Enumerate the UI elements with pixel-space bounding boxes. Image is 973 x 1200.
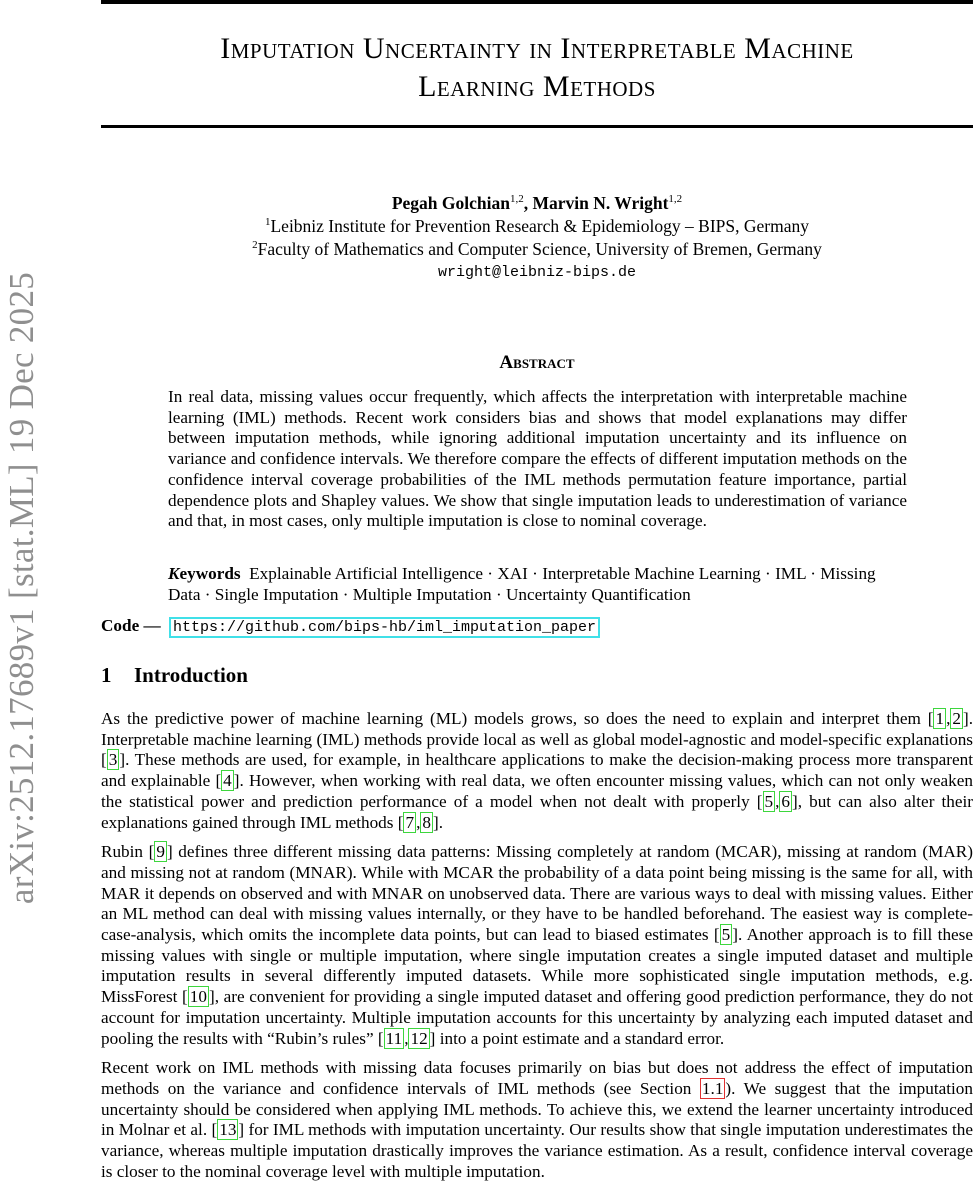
text-run: As the predictive power of machine learning (ML) models grows, so does the need to explain and interpret them <box>101 709 928 728</box>
citation-link[interactable]: 1 <box>935 709 945 728</box>
author-name: Pegah Golchian <box>391 193 510 213</box>
text-run: Recent work on IML methods with missing data focuses primarily on bias but does not address the effect of imputation methods on the variance and confidence intervals of IML methods (see Section <box>101 1058 973 1098</box>
text-run: , are convenient for providing a single imputed dataset and offering good prediction performance, they do not account for imputation uncertainty. Multiple imputation accounts for this uncertainty by analyzing each imputed dataset and pooling the results with “Rubin’s rules” <box>101 987 973 1048</box>
author-names <box>101 192 973 215</box>
text-run: Rubin <box>101 842 149 862</box>
paragraph: Rubin [ 9 ] defines three different missing data patterns: Missing completely at random (MCAR), missing at random (MAR) and missing not at random (MNAR). While with MCAR the probability of a data point being missing is the same for all, with MAR it depends on observed and with MNAR on unobserved data. There are various ways to deal with missing values. Either an ML method can deal with missing values internally, or they have to be handled beforehand. The easiest way is complete-case-analysis, which omits the incomplete data points, but can lead to biased estimates [ 5 ]. Another approach is to fill these missing values with single or multiple imputation, where single imputation creates a single imputed dataset and multiple imputation results in several differently imputed datasets. While more sophisticated single imputation methods, e.g. MissForest [ 10 ], are convenient for providing a single imputed dataset and offering good prediction performance, they do not account for imputation uncertainty. Multiple imputation accounts for this uncertainty by analyzing each imputed dataset and pooling the results with “Rubin’s rules” [ 11 , 12 ] into a point estimate and a standard error. <box>101 842 973 1048</box>
citation-link[interactable]: 3 <box>108 750 118 770</box>
affiliation <box>101 238 973 261</box>
text-run: for IML methods with imputation uncertainty. Our results show that single imputation underestimates the variance, whereas multiple imputation drastically improves the variance estimation. As a result, confidence interval coverage is closer to the nominal coverage level with multiple imputation. <box>101 1120 973 1181</box>
text-run: . However, when working with real data, we often encounter missing values, which can not only weaken the statistical power and prediction performance of a model when not dealt with properly <box>101 771 973 811</box>
title-line-1: Imputation Uncertainty in Interpretable Machine <box>220 32 854 65</box>
title-top-rule <box>101 0 973 4</box>
title-bottom-rule <box>101 125 973 128</box>
text-run: , but can also alter their explanations gained through IML methods <box>101 791 973 832</box>
author-separator: , <box>523 193 533 213</box>
author-email: wright@leibniz-bips.de <box>437 264 637 281</box>
text-run: defines three different missing data patterns: Missing completely at random (MCAR), missing at random (MAR) and missing not at random (MNAR). While with MCAR the probability of a data point being missing is the same for all, with MAR it depends on observed and with MNAR on unobserved data. There are various ways to deal with missing values. Either an ML method can deal with missing values internally, or they have to be handled beforehand. The easiest way is complete-case-analysis, which omits the incomplete data points, but can lead to biased estimates <box>101 842 973 945</box>
citation-link[interactable]: 12 <box>410 1028 428 1048</box>
code-repository-link[interactable]: https://github.com/bips-hb/iml_imputation_paper <box>169 617 600 638</box>
author-name: Marvin N. Wright <box>532 193 669 213</box>
author-block <box>101 192 973 284</box>
keywords-label-initial: K <box>168 564 180 583</box>
affiliation-text: Leibniz Institute for Prevention Research & Epidemiology – BIPS, Germany <box>270 216 809 236</box>
text-run: ]. <box>432 812 443 832</box>
citation-link[interactable]: 4 <box>223 771 232 791</box>
text-run: . These methods are used, for example, in healthcare applications to make the decision-making process more transparent and explainable <box>101 750 973 791</box>
citation-link[interactable]: 11 <box>385 1028 403 1048</box>
author-affiliation-marker: 1,2 <box>668 193 683 206</box>
affiliation-marker: 2 <box>252 239 258 252</box>
paper-title <box>101 30 973 106</box>
affiliation <box>101 215 973 238</box>
affiliation-marker: 1 <box>264 216 271 229</box>
keywords-list: Explainable Artificial Intelligence · XAI · Interpretable Machine Learning · IML · Missing Data · Single Imputation · Multiple Imputation · Uncertainty Quantification <box>168 564 876 604</box>
introduction-body <box>101 709 973 1191</box>
paragraph: Recent work on IML methods with missing data focuses primarily on bias but does not address the effect of imputation methods on the variance and confidence intervals of IML methods (see Section 1.1 ). We suggest that the imputation uncertainty should be considered when applying IML methods. To achieve this, we extend the learner uncertainty introduced in Molnar et al. [ 13 ] for IML methods with imputation uncertainty. Our results show that single imputation underestimates the variance, whereas multiple imputation drastically improves the variance estimation. As a result, confidence interval coverage is closer to the nominal coverage level with multiple imputation. <box>101 1058 973 1181</box>
affiliation-text: Faculty of Mathematics and Computer Science, University of Bremen, Germany <box>257 239 822 259</box>
arxiv-sidebar <box>2 248 42 928</box>
keywords-label-rest: eywords <box>179 564 241 583</box>
citation-link[interactable]: 5 <box>721 925 731 945</box>
citation-link[interactable]: 9 <box>156 842 165 862</box>
citation-link[interactable]: 2 <box>952 709 961 728</box>
text-run: . Interpretable machine learning (IML) methods provide local as well as global model-agnostic and model-specific explanations <box>101 709 973 749</box>
code-label: Code — <box>101 616 161 635</box>
abstract-text: In real data, missing values occur frequently, which affects the interpretation with interpretable machine learning (IML) methods. Recent work considers bias and shows that model explanations may differ between imputation methods, while ignoring additional imputation uncertainty and its influence on variance and confidence intervals. We therefore compare the effects of different imputation methods on the confidence interval coverage probabilities of the IML methods permutation feature importance, partial dependence plots and Shapley values. We show that single imputation leads to underestimation of variance and that, in most cases, only multiple imputation is close to nominal coverage. <box>168 387 907 531</box>
citation-link[interactable]: 6 <box>781 791 790 811</box>
code-line <box>101 615 973 639</box>
section-heading <box>101 663 973 688</box>
paragraph: As the predictive power of machine learning (ML) models grows, so does the need to explain and interpret them [ 1 , 2 ]. Interpretable machine learning (IML) methods provide local as well as global model-agnostic and model-specific explanations [ 3 ]. These methods are used, for example, in healthcare applications to make the decision-making process more transparent and explainable [ 4 ]. However, when working with real data, we often encounter missing values, which can not only weaken the statistical power and prediction performance of a model when not dealt with properly [ 5 , 6 ], but can also alter their explanations gained through IML methods [ 7 , 8 ]. <box>101 709 973 832</box>
text-run: . Another approach is to fill these missing values with single or multiple imputation, where single imputation creates a single imputed dataset and multiple imputation results in several differently imputed datasets. While more sophisticated single imputation methods, e.g. MissForest <box>101 925 973 1007</box>
citation-link[interactable]: 8 <box>422 812 431 832</box>
text-run: ). We suggest that the imputation uncertainty should be considered when applying IML methods. To achieve this, we extend the learner uncertainty introduced in Molnar et al. <box>101 1078 973 1140</box>
arxiv-identifier: arXiv:2512.17689v1 [stat.ML] 19 Dec 2025 <box>2 271 41 905</box>
citation-link[interactable]: 5 <box>764 791 774 811</box>
keywords-label <box>168 564 241 583</box>
abstract-heading: Abstract <box>499 352 575 373</box>
title-line-2: Learning Methods <box>418 70 656 103</box>
citation-link[interactable]: 7 <box>405 812 415 832</box>
keywords <box>168 564 907 605</box>
section-reference-link[interactable]: 1.1 <box>701 1078 724 1098</box>
citation-link[interactable]: 13 <box>219 1120 237 1140</box>
citation-link[interactable]: 10 <box>189 987 207 1007</box>
author-affiliation-marker: 1,2 <box>509 193 524 206</box>
text-run: into a point estimate and a standard error. <box>435 1028 725 1048</box>
section-title: Introduction <box>134 663 248 687</box>
section-number: 1 <box>101 663 112 687</box>
